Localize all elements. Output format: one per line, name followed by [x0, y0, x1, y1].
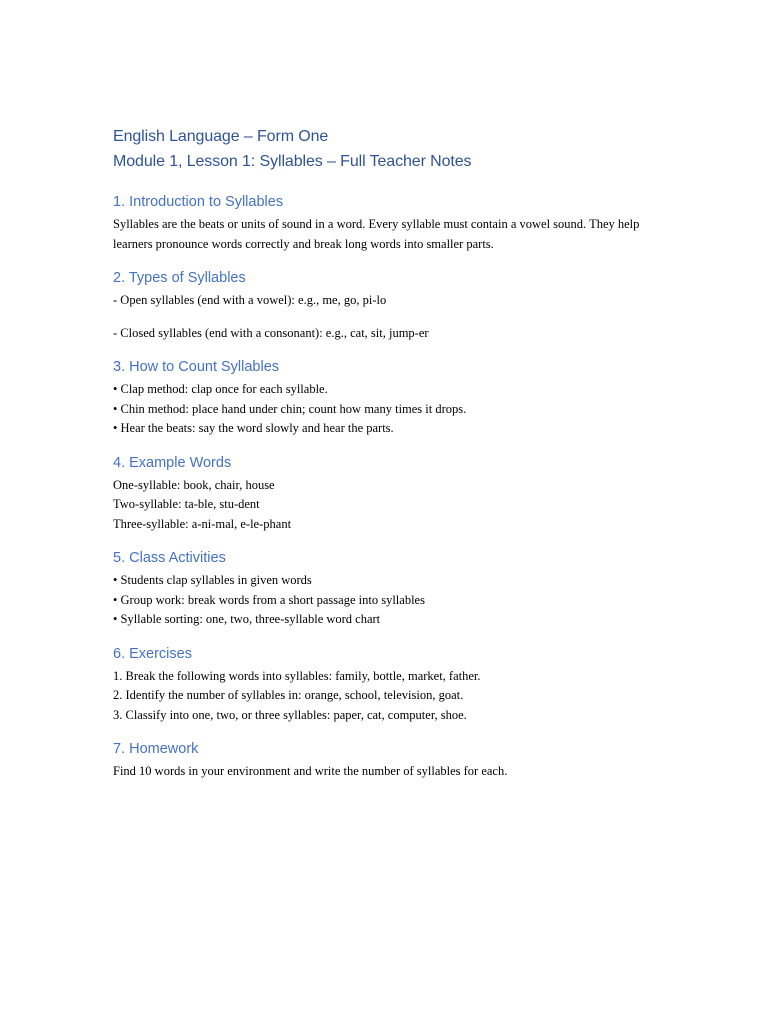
section-example-words [113, 453, 653, 535]
section-heading: 2. Types of Syllables [113, 270, 246, 286]
list-item: Find 10 words in your environment and write the number of syllables for each. [113, 764, 508, 778]
list-item: - Closed syllables (end with a consonant): e.g., cat, sit, jump-er [113, 325, 429, 340]
list-item: One-syllable: book, chair, house [113, 477, 275, 492]
title-line-course: English Language – Form One [113, 128, 329, 145]
title-line-lesson: Module 1, Lesson 1: Syllables – Full Teacher Notes [113, 153, 472, 170]
document-title [113, 124, 653, 174]
list-item: 1. Break the following words into syllables: family, bottle, market, father. [113, 668, 481, 683]
section-heading: 1. Introduction to Syllables [113, 194, 284, 210]
section-paragraph: Syllables are the beats or units of sound in a word. Every syllable must contain a vowel sound. They help learners pronounce words correctly and break long words into smaller parts. [113, 217, 640, 251]
list-item: • Chin method: place hand under chin; count how many times it drops. [113, 401, 467, 416]
section-class-activities [113, 548, 653, 630]
section-heading: 4. Example Words [113, 454, 232, 471]
document-page [113, 124, 653, 796]
list-item: • Syllable sorting: one, two, three-syllable word chart [113, 612, 381, 626]
list-item: 3. Classify into one, two, or three syllables: paper, cat, computer, shoe. [113, 707, 467, 722]
list-item: • Group work: break words from a short passage into syllables [113, 592, 425, 607]
section-types [113, 268, 653, 343]
list-item: 2. Identify the number of syllables in: orange, school, television, goat. [113, 688, 464, 702]
list-item: - Open syllables (end with a vowel): e.g., me, go, pi-lo [113, 293, 387, 307]
list-item: Three-syllable: a-ni-mal, e-le-phant [113, 516, 292, 531]
section-exercises [113, 644, 653, 726]
section-heading: 5. Class Activities [113, 550, 226, 566]
section-heading: 7. Homework [113, 741, 199, 757]
section-heading: 3. How to Count Syllables [113, 359, 280, 375]
section-how-to-count [113, 357, 653, 439]
list-item: • Clap method: clap once for each syllable. [113, 382, 328, 396]
section-introduction [113, 192, 653, 254]
list-item: Two-syllable: ta-ble, stu-dent [113, 497, 260, 511]
section-heading: 6. Exercises [113, 645, 192, 662]
list-item: • Hear the beats: say the word slowly and hear the parts. [113, 421, 394, 435]
list-item: • Students clap syllables in given words [113, 573, 312, 587]
section-homework [113, 739, 653, 782]
